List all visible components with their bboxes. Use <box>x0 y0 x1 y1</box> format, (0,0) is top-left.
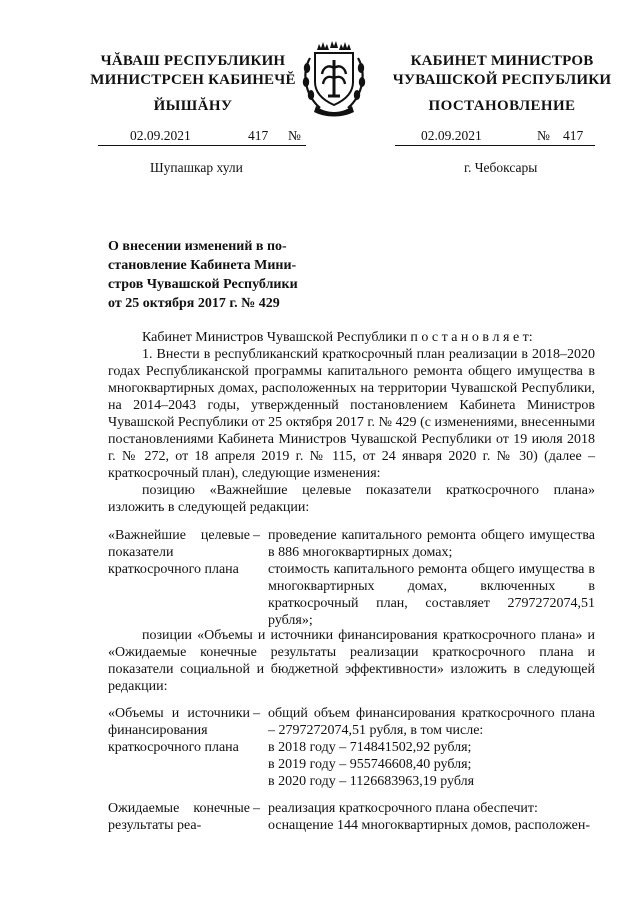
right-place: г. Чебоксары <box>464 160 538 175</box>
table2-dash: – <box>253 706 260 721</box>
subject-line-4: от 25 октября 2017 г. № 429 <box>108 296 280 311</box>
positions-paragraph-container <box>108 627 595 695</box>
right-org-line-1: КАБИНЕТ МИНИСТРОВ <box>410 53 594 69</box>
table1-value-paragraph-1: проведение капитального ремонта общего имущества в 886 многоквартирных домах; <box>268 528 595 560</box>
left-organization-name <box>82 52 304 90</box>
chuvash-republic-emblem-icon <box>296 38 372 118</box>
document-subject <box>108 237 306 313</box>
table3-value <box>268 800 595 834</box>
subject-line-1: О внесении изменений в по- <box>108 239 287 254</box>
item-1-subpoint: позицию «Важнейшие целевые показатели краткосрочного плана» изложить в следующей редакции: <box>108 483 595 515</box>
item-1: 1. Внести в республиканский краткосрочный план реализации в 2018–2020 годах Республиканской программы капитального ремонта общего имущества в многоквартирных домах, расположенных на территории Чувашской Республики, на 2014–2043 годы, утвержденный постановлением Кабинета Министров Чувашской Республики от 25 октября 2017 г. № 429 (с изменениями, внесенными постановлениями Кабинета Министров Чувашской Республики от 19 июля 2018 г. № 272, от 18 апреля 2019 г. № 115, от 24 января 2020 г. № 30) (далее – краткосрочный план), следующие изменения: <box>108 347 595 481</box>
table2-value-paragraph-3: в 2019 году – 955746608,40 рубля; <box>268 757 472 772</box>
table3-value-paragraph-2: оснащение 144 многоквартирных домов, расположен- <box>268 818 591 833</box>
subject-line-2: становление Кабинета Мини- <box>108 258 297 273</box>
table2-value-paragraph-2: в 2018 году – 714841502,92 рубля; <box>268 740 472 755</box>
table2-label: «Объемы и источники финансирования краткосрочного плана <box>108 706 250 755</box>
right-org-line-2: ЧУВАШСКОЙ РЕСПУБЛИКИ <box>392 72 612 88</box>
left-date-number-line <box>98 128 306 146</box>
left-number-sign: № <box>288 128 301 143</box>
table2-value-paragraph-4: в 2020 году – 1126683963,19 рубля <box>268 774 475 789</box>
table1-label: «Важнейшие целевые показатели краткосрочного плана <box>108 528 250 577</box>
left-place: Шупашкар хули <box>150 160 243 175</box>
right-number-sign: № <box>537 128 550 143</box>
left-date: 02.09.2021 <box>130 128 191 143</box>
preamble: Кабинет Министров Чувашской Республики п о с т а н о в л я е т: <box>142 330 533 345</box>
table3-value-paragraph-1: реализация краткосрочного плана обеспечит: <box>268 801 538 816</box>
right-date-number-line <box>395 128 595 146</box>
left-org-line-2: МИНИСТРСЕН КАБИНЕЧĔ <box>90 72 296 88</box>
table2-value <box>268 705 595 790</box>
right-number: 417 <box>563 128 584 143</box>
table2-value-paragraph-1: общий объем финансирования краткосрочного плана – 2797272074,51 рубля, в том числе: <box>268 706 595 738</box>
left-org-line-1: ЧĂВАШ РЕСПУБЛИКИН <box>100 53 286 69</box>
left-number: 417 <box>248 128 269 143</box>
positions-paragraph: позиции «Объемы и источники финансирования краткосрочного плана» и «Ожидаемые конечные результаты реализации краткосрочного плана и показатели социальной и бюджетной эффективности» изложить в следующей редакции: <box>108 628 595 694</box>
right-organization-name <box>382 52 622 90</box>
right-document-type: ПОСТАНОВЛЕНИЕ <box>428 98 576 114</box>
subject-line-3: стров Чувашской Республики <box>108 277 298 292</box>
document-body <box>108 329 595 516</box>
table3-label: Ожидаемые конечные результаты реа- <box>108 801 250 833</box>
table1-dash: – <box>253 528 260 543</box>
table1-value-paragraph-2: стоимость капитального ремонта общего имущества в многоквартирных домах, включенных в краткосрочный план, составляет 2797272074,51 рубля»; <box>268 562 595 628</box>
table1-value <box>268 527 595 629</box>
table3-dash: – <box>253 801 260 816</box>
right-date: 02.09.2021 <box>421 128 482 143</box>
left-document-type: ЙЫШĂНУ <box>153 98 233 114</box>
